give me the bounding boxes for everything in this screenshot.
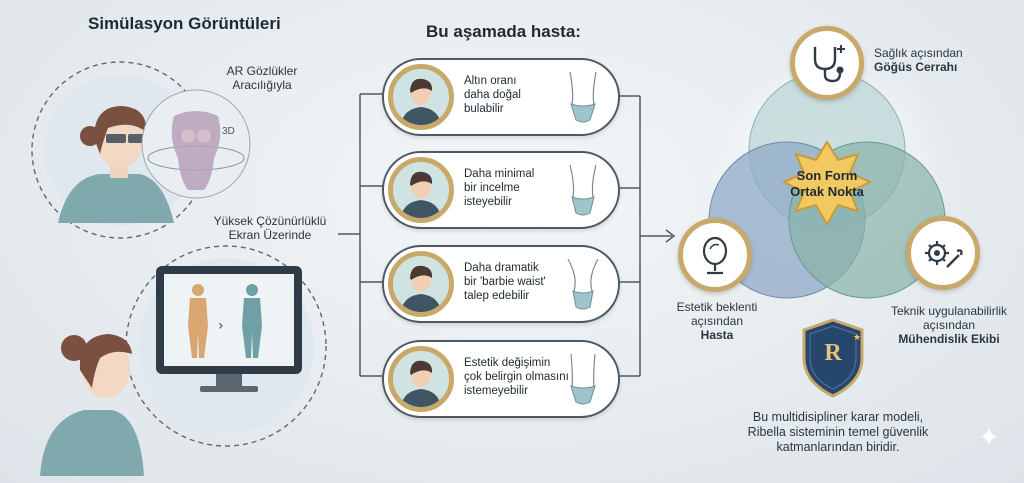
item-line3: bulabilir: [464, 103, 504, 115]
ar-glasses-label: [212, 64, 312, 92]
item-text: [464, 261, 564, 303]
gear-wrench-icon: [923, 233, 963, 273]
torso-icon: [562, 255, 604, 313]
simulation-title: Simülasyon Görüntüleri: [88, 14, 281, 33]
stethoscope-icon: [807, 43, 847, 83]
mirror-icon: [695, 235, 735, 275]
surgeon-line1: Sağlık açısından: [874, 46, 963, 60]
item-text: [464, 74, 564, 116]
item-line1: Altın oranı: [464, 75, 517, 87]
item-line3: istemeyebilir: [464, 385, 528, 397]
patient-avatar-icon: [388, 251, 454, 317]
ar-label-line1: AR Gözlükler: [226, 64, 298, 78]
torso-icon: [562, 68, 604, 126]
footer-line2: Ribella sisteminin temel güvenlik: [747, 425, 929, 439]
item-line2: bir incelme: [464, 182, 520, 194]
footer-line1: Bu multidisipliner karar modeli,: [752, 410, 924, 424]
patient-line1: Estetik beklenti: [676, 300, 758, 314]
patient-avatar-icon: [388, 346, 454, 412]
torso-icon: [562, 350, 604, 408]
surgeon-line2: Göğüs Cerrahı: [874, 60, 958, 74]
stethoscope-icon-badge: [790, 26, 864, 100]
item-line1: Daha dramatik: [464, 262, 539, 274]
item-line3: talep edebilir: [464, 290, 530, 302]
torso-icon: [562, 161, 604, 219]
item-text: [464, 356, 574, 398]
shield-letter: R: [824, 340, 842, 366]
item-line2: bir 'barbie waist': [464, 276, 546, 288]
ar-label-line2: Aracılığıyla: [232, 78, 292, 92]
surgeon-label: [874, 46, 963, 74]
item-line2: çok belirgin olmasını: [464, 371, 569, 383]
svg-text:★: ★: [853, 333, 862, 343]
patient-line2: açısından: [690, 314, 744, 328]
item-text: [464, 167, 564, 209]
engineer-line3: Mühendislik Ekibi: [898, 332, 1000, 346]
patient-avatar-icon: [388, 157, 454, 223]
screen-label-line1: Yüksek Çözünürlüklü: [213, 214, 327, 228]
svg-text:›: ›: [218, 318, 224, 334]
list-item: [382, 58, 620, 136]
engineer-line2: açısından: [922, 318, 976, 332]
screen-label-line2: Ekran Üzerinde: [228, 228, 312, 242]
item-line1: Estetik değişimin: [464, 357, 551, 369]
right-bracket-connector: [616, 88, 686, 388]
badge-3d: 3D: [222, 126, 235, 137]
sparkle-icon: ✦: [978, 422, 1000, 452]
footer-text: [716, 410, 960, 455]
item-line3: isteyebilir: [464, 196, 512, 208]
center-line1: Son Form: [796, 168, 858, 183]
item-line2: daha doğal: [464, 89, 521, 101]
center-line2: Ortak Nokta: [790, 184, 864, 199]
footer-line3: katmanlarından biridir.: [776, 440, 900, 454]
center-label: [776, 168, 878, 200]
middle-title: Bu aşamada hasta:: [426, 22, 581, 41]
patient-label: [652, 300, 782, 342]
list-item: [382, 151, 620, 229]
mirror-icon-badge: [678, 218, 752, 292]
patient-avatar-icon: [388, 64, 454, 130]
patient-line3: Hasta: [700, 328, 734, 342]
item-line1: Daha minimal: [464, 168, 535, 180]
engineer-label: [874, 304, 1024, 346]
engineer-line1: Teknik uygulanabilirlik: [890, 304, 1008, 318]
list-item: [382, 245, 620, 323]
screen-illustration: [40, 240, 340, 476]
list-item: [382, 340, 620, 418]
gear-wrench-icon-badge: [906, 216, 980, 290]
